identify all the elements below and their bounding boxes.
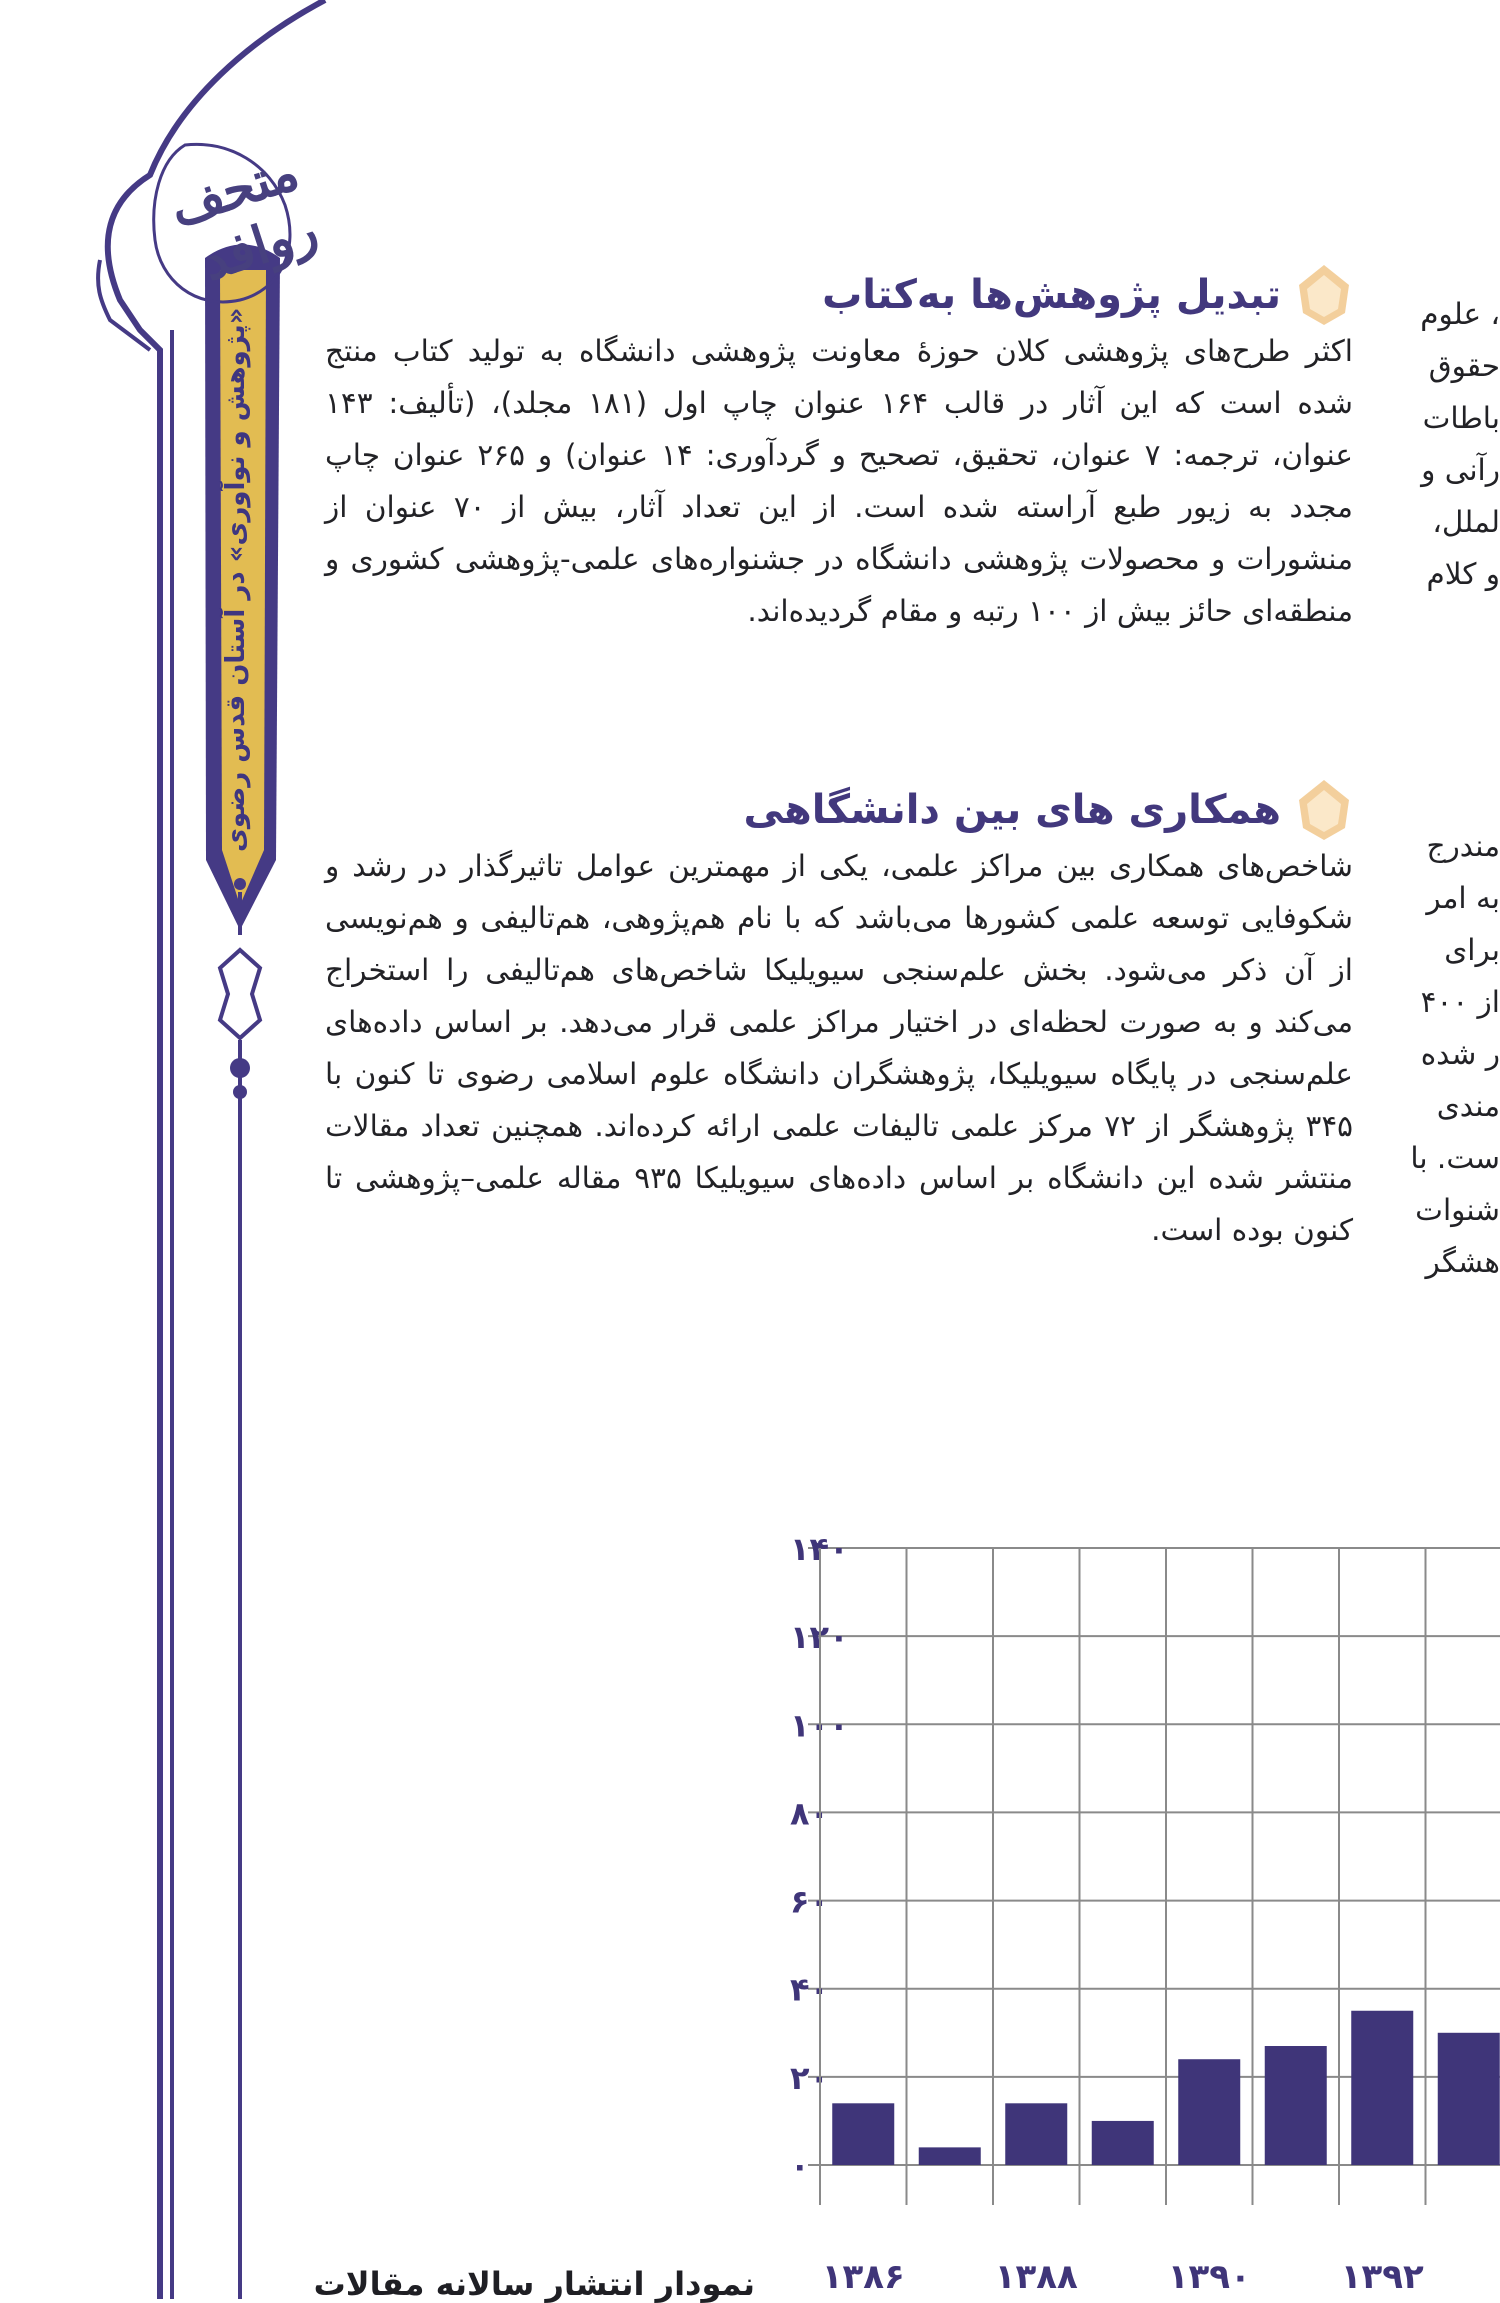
article-title [325, 265, 1353, 325]
y-tick-label: ۶۰ [790, 1882, 830, 1921]
article-title-text: همکاری های بین دانشگاهی [743, 787, 1281, 833]
article-body: اکثر طرح‌های پژوهشی کلان حوزهٔ معاونت پژوهشی دانشگاه به تولید کتاب منتج شده است که این آثار در قالب ۱۶۴ عنوان چاپ اول (۱۸۱ مجلد)، (تألیف: ۱۴۳ عنوان، ترجمه: ۷ عنوان، تحقیق، تصحیح و گردآوری: ۱۴ عنوان) و ۲۶۵ عنوان چاپ مجدد به زیور طبع آراسته شده است. از این تعداد آثار، بیش از ۷۰ عنوان از منشورات و محصولات پژوهشی دانشگاه در جشنواره‌های علمی-پژوهشی کشوری و منطقه‌ای حائز بیش از ۱۰۰ رتبه و مقام گردیده‌اند. [325, 334, 1353, 628]
column-line: لملل، [1432, 505, 1500, 539]
column-line: هشگر [1425, 1245, 1500, 1279]
column-line: شنوات [1415, 1193, 1500, 1227]
article-collaboration [325, 780, 1353, 1256]
heading-bullet-icon [1295, 263, 1353, 327]
ornament-frame [0, 0, 330, 2299]
y-tick-label: ۲۰ [790, 2058, 830, 2097]
knot-ornament [220, 950, 260, 1038]
bead-2 [233, 1085, 247, 1099]
article-title [325, 780, 1353, 840]
pen-nib-hole [234, 878, 246, 890]
chart-caption: نمودار انتشار سالانه مقالات [313, 2265, 755, 2303]
column-line: ر شده [1420, 1037, 1500, 1071]
right-column-top [1372, 288, 1500, 600]
column-line: به امر [1426, 881, 1500, 915]
seal-logo: متحف روافد [162, 140, 325, 293]
column-line: مندرج [1426, 829, 1500, 863]
x-tick-label: ۱۳۹۰ [1167, 2257, 1251, 2297]
bar-۱۳۹۰ [1178, 2059, 1240, 2165]
column-line: ست. با [1410, 1141, 1500, 1175]
sidebar-ornament [0, 0, 330, 2299]
x-tick-label: ۱۳۸۸ [994, 2257, 1078, 2297]
bar-۱۳۸۹ [1092, 2121, 1154, 2165]
x-tick-label: ۱۳۹۲ [1340, 2257, 1424, 2297]
bead-1 [230, 1058, 250, 1078]
bar-۱۳۸۸ [1005, 2103, 1067, 2165]
article-title-text: تبدیل پژوهش‌ها به‌کتاب [822, 272, 1281, 318]
heading-bullet-icon [1295, 778, 1353, 842]
x-tick-label: ۱۳۸۶ [821, 2257, 905, 2297]
column-line: مندی [1436, 1089, 1500, 1123]
right-column-bottom [1372, 820, 1500, 1288]
y-tick-label: ۱۲۰ [790, 1618, 849, 1657]
bar-۱۳۹۳ [1438, 2033, 1500, 2165]
y-tick-label: ۴۰ [790, 1970, 830, 2009]
column-line: ، علوم [1420, 297, 1500, 331]
bar-۱۳۹۲ [1351, 2011, 1413, 2165]
bar-۱۳۹۱ [1265, 2046, 1327, 2165]
bar-۱۳۸۶ [832, 2103, 894, 2165]
y-tick-label: ۰ [790, 2147, 810, 2185]
column-line: برای [1444, 933, 1500, 967]
series-title: «پژوهش و نوآوری» در آستان قدس رضوی [221, 307, 251, 853]
y-tick-label: ۱۴۰ [790, 1530, 849, 1568]
y-tick-label: ۸۰ [790, 1794, 830, 1833]
article-body: شاخص‌های همکاری بین مراکز علمی، یکی از مهمترین عوامل تاثیرگذار در رشد و شکوفایی توسعه علمی کشورها می‌باشد که با نام هم‌پژوهی، هم‌تالیفی و هم‌نویسی از آن ذکر می‌شود. بخش علم‌سنجی سیویلیکا شاخص‌های هم‌تالیفی را استخراج می‌کند و به صورت لحظه‌ای در اختیار مراکز علمی قرار می‌دهد. بر اساس داده‌های علم‌سنجی در پایگاه سیویلیکا، پژوهشگران دانشگاه علوم اسلامی رضوی تا کنون با ۳۴۵ پژوهشگر از ۷۲ مرکز علمی تالیفات علمی ارائه کرده‌اند. همچنین تعداد مقالات منتشر شده این دانشگاه بر اساس داده‌های سیویلیکا ۹۳۵ مقاله علمی–پژوهشی تا کنون بوده است. [325, 849, 1354, 1247]
column-line: رآنی و [1421, 453, 1500, 487]
column-line: باطات [1422, 401, 1500, 435]
column-line: و کلام [1426, 557, 1500, 591]
column-line: از ۴۰۰ [1420, 985, 1500, 1019]
article-books [325, 265, 1353, 637]
y-tick-label: ۱۰۰ [790, 1706, 849, 1745]
bar-۱۳۸۷ [919, 2147, 981, 2165]
column-line: حقوق [1428, 349, 1500, 383]
